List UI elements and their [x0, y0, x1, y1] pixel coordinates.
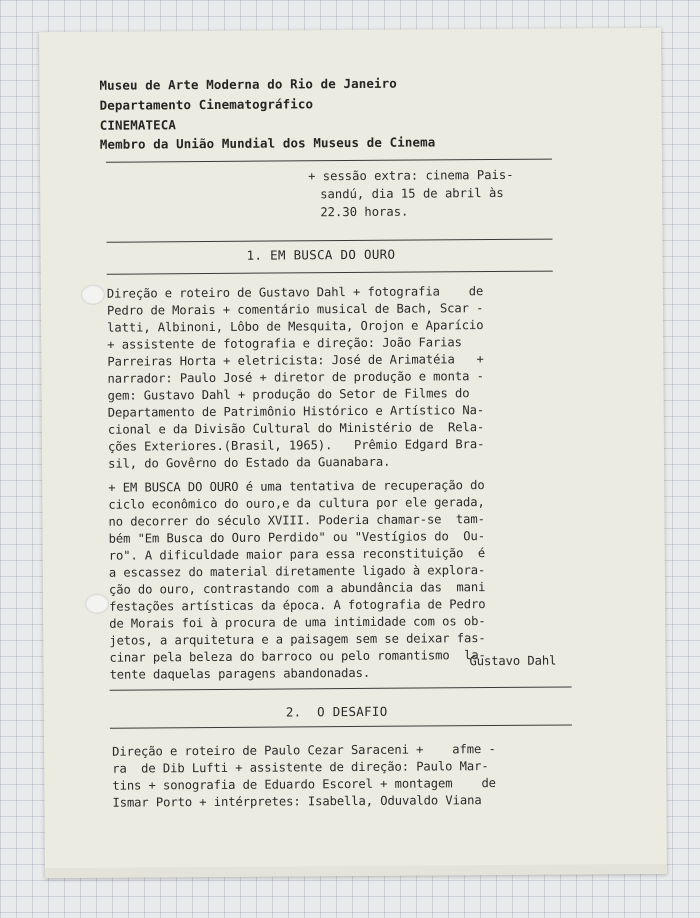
session-note-line: + sessão extra: cinema Pais-	[308, 167, 514, 184]
punch-hole	[85, 594, 109, 614]
film1-credit-line: sil, do Govêrno do Estado da Guanabara.	[108, 454, 391, 471]
rule-film2-top	[110, 686, 572, 690]
page-edge	[45, 864, 667, 878]
film1-description-line: ciclo econômico do ouro,e da cultura por ele gerada,	[108, 495, 485, 512]
film2-credit-line: Ismar Porto + intérpretes: Isabella, Oduvaldo Viana	[112, 793, 482, 810]
session-note-line: 22.30 horas.	[320, 204, 409, 220]
film1-credit-line: narrador: Paulo José + diretor de produção e monta -	[107, 369, 484, 386]
film1-credit-line: + assistente de fotografia e direção: João Farias	[107, 335, 462, 352]
film1-description-line: jetos, a arquitetura e a paisagem sem se deixar fas-	[109, 631, 486, 648]
film1-description-line: ro". A dificuldade maior para essa reconstituição é	[108, 546, 486, 563]
film1-description-line: ção do ouro, contrastando com a abundância das mani	[108, 580, 486, 597]
film1-credit-line: ções Exteriores.(Brasil, 1965). Prêmio Edgard Bra-	[107, 437, 485, 454]
rule-film1-top	[107, 239, 553, 243]
film1-credit-line: Parreiras Horta + eletricista: José de Arimatéia +	[107, 352, 484, 369]
session-note-line: sandú, dia 15 de abril às	[320, 185, 504, 202]
film1-description-line: + EM BUSCA DO OURO é uma tentativa de recuperação do	[108, 478, 485, 495]
film1-title: 1. EM BUSCA DO OURO	[246, 246, 396, 263]
film2-credit-line: tins + sonografia de Eduardo Escorel + montagem de	[112, 776, 496, 793]
document-page	[39, 28, 667, 878]
film1-credit-line: Pedro de Morais + comentário musical de Bach, Scar -	[106, 301, 484, 318]
film1-credit-line: latti, Albinoni, Lôbo de Mesquita, Orojon e Aparício	[107, 318, 484, 335]
film2-credit-line: Direção e roteiro de Paulo Cezar Saraceni + afme -	[112, 742, 496, 759]
film1-description-line: cinar pela beleza do barroco ou pelo romantismo la-	[109, 648, 486, 665]
punch-hole	[81, 285, 105, 305]
rule-header	[106, 159, 552, 163]
film2-title: 2. O DESAFIO	[285, 703, 388, 720]
film1-credit-line: gem: Gustavo Dahl + produção do Setor de Filmes do	[107, 386, 470, 403]
film1-description-line: bém "Em Busca do Ouro Perdido" ou "Vestígios do Ou-	[108, 529, 485, 546]
department-name: Departamento Cinematográfico	[99, 96, 314, 113]
film1-description-line: festações artísticas da época. A fotografia de Pedro	[109, 597, 486, 614]
film1-signature: Gustavo Dahl	[469, 653, 557, 669]
film1-description-line: tente daquelas paragens abandonadas.	[109, 665, 371, 682]
film1-description-line: de Morais foi à procura de uma intimidade com os ob-	[109, 614, 486, 631]
membership-line: Membro da União Mundial dos Museus de Cinema	[99, 134, 436, 152]
film1-credit-line: Departamento de Patrimônio Histórico e Artístico Na-	[107, 403, 485, 420]
film1-credit-line: Direção e roteiro de Gustavo Dahl + fotografia de	[106, 284, 484, 301]
film1-credit-line: cional e da Divisão Cultural do Ministério de Rela-	[107, 420, 485, 437]
film2-credit-line: ra de Dib Lufti + assistente de direção: Paulo Mar-	[112, 759, 489, 776]
rule-film1-bottom	[107, 271, 553, 275]
institution-name: Museu de Arte Moderna do Rio de Janeiro	[99, 75, 397, 93]
film1-description-line: no decorrer do século XVIII. Poderia chamar-se tam-	[108, 512, 485, 529]
film1-description-line: a escassez do material diretamente ligado à explora-	[108, 563, 486, 580]
rule-film2-bottom	[110, 724, 572, 728]
cinemateca-name: CINEMATECA	[99, 117, 177, 133]
